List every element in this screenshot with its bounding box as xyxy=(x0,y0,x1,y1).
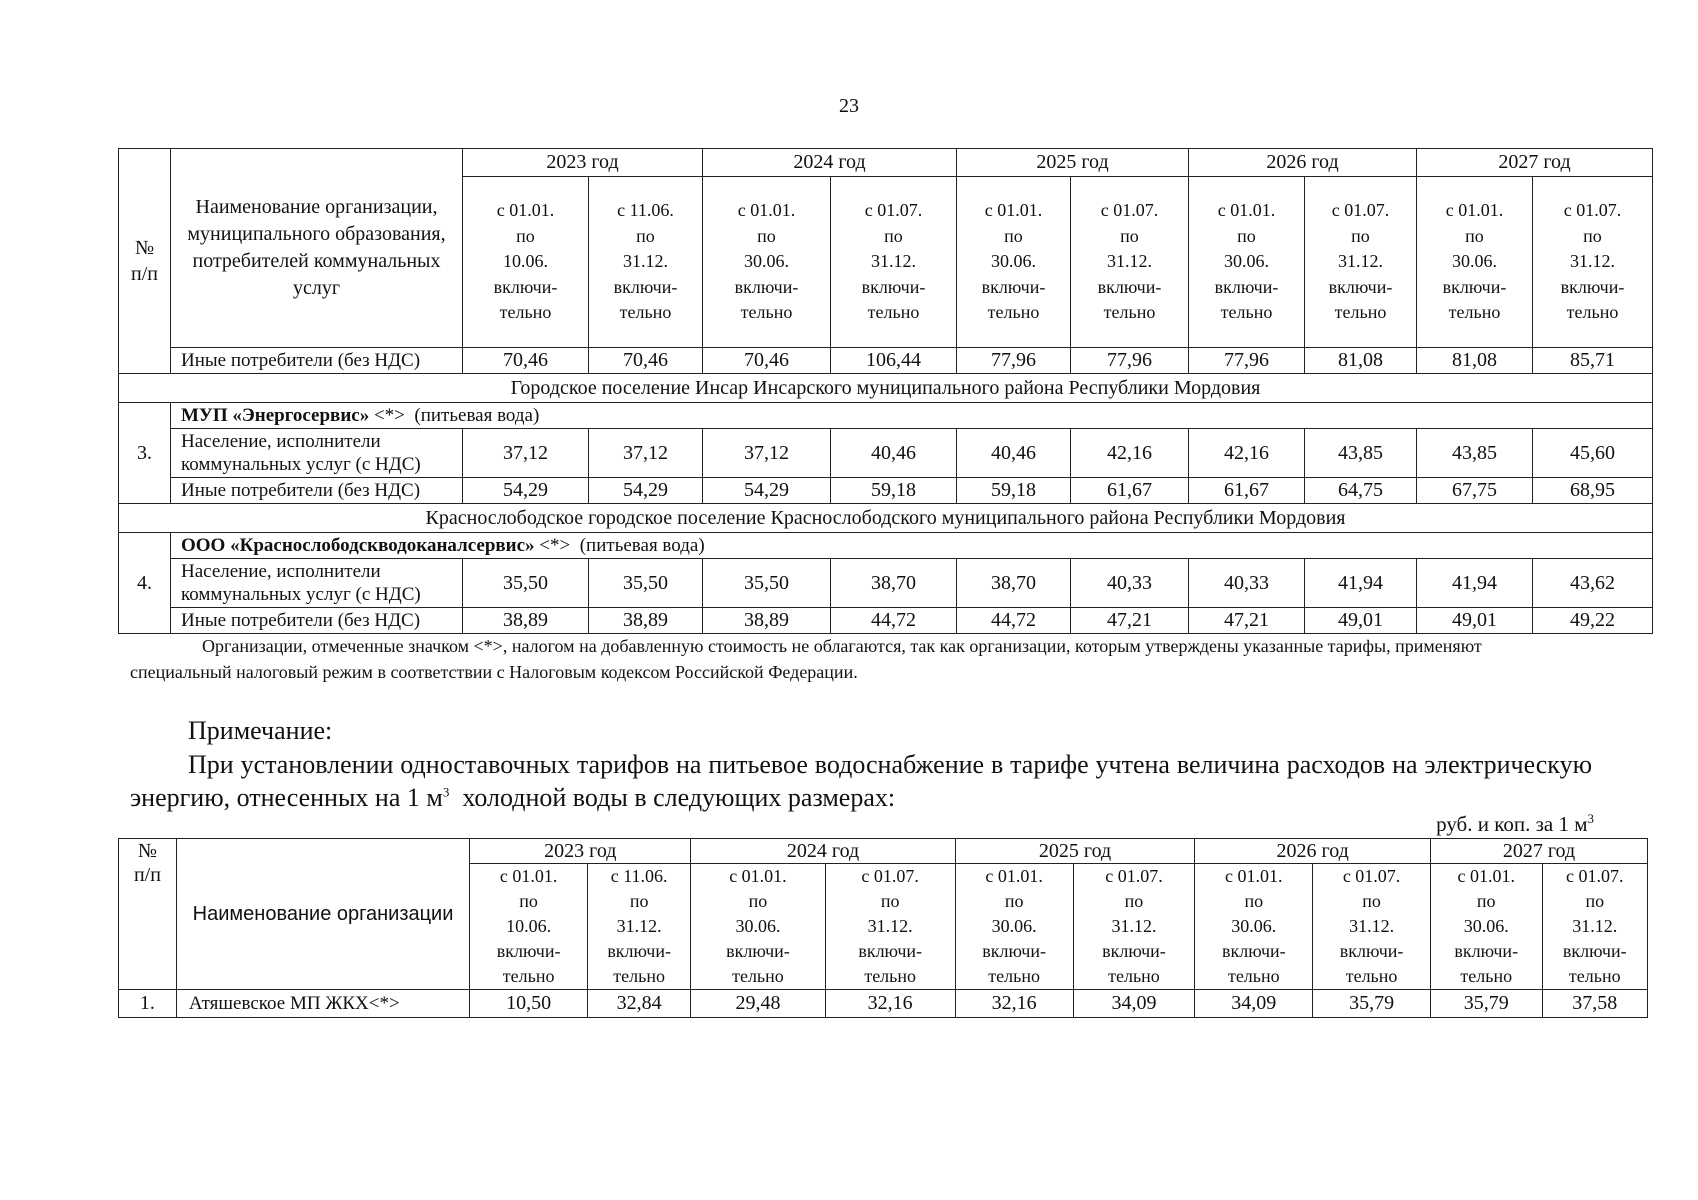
vat-footnote: Организации, отмеченные значком <*>, налогом на добавленную стоимость не облагаются, так как организации, которым утверждены указанные тарифы, применяют специальный налоговый режим в соответствии с Налоговым кодексом Российской Федерации. xyxy=(130,636,1482,682)
period-line: включи- xyxy=(613,276,678,297)
period-line: тельно xyxy=(864,966,917,986)
period-line: с 11.06. xyxy=(610,866,668,886)
tariff-value: 49,01 xyxy=(1417,608,1533,634)
period-header xyxy=(831,177,957,348)
row-number: 3. xyxy=(119,403,171,504)
period-line: 31.12. xyxy=(1111,916,1157,936)
period-line: тельно xyxy=(613,966,665,986)
page-number: 23 xyxy=(839,95,859,117)
tariff-value: 47,21 xyxy=(1189,608,1305,634)
tariff-value: 38,70 xyxy=(957,559,1071,608)
period-header xyxy=(1430,864,1542,990)
period-line: 30.06. xyxy=(1224,251,1269,272)
period-line: тельно xyxy=(1220,302,1273,323)
period-line: с 01.01. xyxy=(1225,866,1283,886)
period-line: тельно xyxy=(502,966,555,986)
period-line: с 01.07. xyxy=(1331,200,1390,221)
period-line: тельно xyxy=(987,302,1040,323)
period-line: по xyxy=(519,891,538,911)
period-line: по xyxy=(1583,225,1602,246)
period-line: по xyxy=(1351,225,1370,246)
tariff-value: 61,67 xyxy=(1189,478,1305,504)
name-header: Наименование организации xyxy=(176,839,469,990)
period-line: 31.12. xyxy=(1349,916,1395,936)
tariff-value: 81,08 xyxy=(1417,348,1533,374)
period-line: с 01.01. xyxy=(496,200,555,221)
period-line: 31.12. xyxy=(1338,251,1383,272)
tariff-value: 41,94 xyxy=(1305,559,1417,608)
electricity-cost-table xyxy=(118,838,1648,1018)
tariff-value: 38,70 xyxy=(831,559,957,608)
period-line: с 01.01. xyxy=(729,866,787,886)
tariff-value: 44,72 xyxy=(957,608,1071,634)
tariff-value: 43,85 xyxy=(1305,429,1417,478)
period-line: с 01.01. xyxy=(737,200,796,221)
tariff-value: 49,22 xyxy=(1533,608,1653,634)
organization-name xyxy=(171,403,1653,429)
year-header: 2025 год xyxy=(957,149,1189,177)
period-line: по xyxy=(1120,225,1139,246)
period-line: 30.06. xyxy=(735,916,781,936)
period-line: с 01.01. xyxy=(984,200,1043,221)
num-header: № п/п xyxy=(119,839,177,990)
period-line: по xyxy=(880,891,900,911)
tariff-value: 70,46 xyxy=(463,348,589,374)
period-header xyxy=(1071,177,1189,348)
period-line: с 01.07. xyxy=(1566,866,1624,886)
period-line: включи- xyxy=(1560,276,1625,297)
period-line: 31.12. xyxy=(867,916,913,936)
tariff-value: 35,50 xyxy=(703,559,831,608)
row-number: 4. xyxy=(119,533,171,634)
note-body: При установлении одноставочных тарифов на питьевое водоснабжение в тарифе учтена величина расходов на электрическую энергию, отнесенных на 1 $м^3$ холодной воды в следующих размерах: xyxy=(130,750,1592,812)
tariff-value: 45,60 xyxy=(1533,429,1653,478)
period-line: с 01.07. xyxy=(1563,200,1622,221)
organization-name-bold: ООО «Краснослободскводоканалсервис» xyxy=(181,534,535,556)
period-line: тельно xyxy=(499,302,552,323)
tariff-value: 40,46 xyxy=(831,429,957,478)
period-line: 31.12. xyxy=(871,251,916,272)
tariff-value: 70,46 xyxy=(703,348,831,374)
cost-value: 29,48 xyxy=(691,990,825,1018)
period-line: по xyxy=(1465,225,1484,246)
tariff-value: 40,33 xyxy=(1189,559,1305,608)
period-line: с 01.07. xyxy=(1100,200,1159,221)
period-line: по xyxy=(1476,891,1496,911)
row-label: Иные потребители (без НДС) xyxy=(171,348,463,374)
period-header xyxy=(1195,864,1313,990)
period-header xyxy=(1417,177,1533,348)
row-label: Население, исполнители коммунальных услуг (с НДС) xyxy=(171,429,463,478)
tariff-value: 106,44 xyxy=(831,348,957,374)
period-line: с 01.07. xyxy=(864,200,923,221)
period-line: по xyxy=(629,891,649,911)
period-line: с 01.07. xyxy=(1342,866,1401,886)
tariff-value: 54,29 xyxy=(463,478,589,504)
period-line: по xyxy=(884,225,903,246)
period-line: включи- xyxy=(1221,941,1286,961)
period-line: по xyxy=(757,225,776,246)
period-line: включи- xyxy=(496,941,561,961)
period-line: включи- xyxy=(982,941,1046,961)
period-line: тельно xyxy=(1227,966,1280,986)
year-header: 2027 год xyxy=(1430,839,1647,864)
tariff-value: 42,16 xyxy=(1071,429,1189,478)
tariff-value: 37,12 xyxy=(589,429,703,478)
year-header: 2027 год xyxy=(1417,149,1653,177)
period-line: 30.06. xyxy=(991,916,1037,936)
section-title: Городское поселение Инсар Инсарского муниципального района Республики Мордовия xyxy=(119,374,1653,403)
period-line: тельно xyxy=(1108,966,1160,986)
period-header xyxy=(955,864,1073,990)
cost-value: 35,79 xyxy=(1313,990,1431,1018)
tariff-value: 38,89 xyxy=(589,608,703,634)
period-line: 31.12. xyxy=(1570,251,1615,272)
section-title: Краснослободское городское поселение Краснослободского муниципального района Республики Мордовия xyxy=(119,504,1653,533)
cost-value: 10,50 xyxy=(470,990,588,1018)
tariff-value: 61,67 xyxy=(1071,478,1189,504)
tariff-value: 67,75 xyxy=(1417,478,1533,504)
period-line: тельно xyxy=(1568,966,1621,986)
tariff-value: 35,50 xyxy=(589,559,703,608)
tariff-value: 70,46 xyxy=(589,348,703,374)
period-header xyxy=(589,177,703,348)
period-line: по xyxy=(1362,891,1381,911)
year-header: 2024 год xyxy=(691,839,955,864)
period-line: 30.06. xyxy=(1463,916,1509,936)
row-number: 1. xyxy=(119,990,177,1018)
year-header: 2023 год xyxy=(463,149,703,177)
cost-value: 37,58 xyxy=(1542,990,1647,1018)
period-header xyxy=(1189,177,1305,348)
tariff-value: 40,33 xyxy=(1071,559,1189,608)
period-line: 31.12. xyxy=(1572,916,1618,936)
organization-name xyxy=(171,533,1653,559)
period-line: включи- xyxy=(1562,941,1627,961)
tariff-value: 40,46 xyxy=(957,429,1071,478)
note-title: Примечание: xyxy=(188,716,333,745)
period-line: тельно xyxy=(988,966,1040,986)
organization-name-bold: МУП «Энергосервис» xyxy=(181,404,370,426)
period-line: тельно xyxy=(619,302,672,323)
tariff-value: 68,95 xyxy=(1533,478,1653,504)
period-line: включи- xyxy=(1102,941,1166,961)
period-header xyxy=(1073,864,1195,990)
period-line: 31.12. xyxy=(616,916,662,936)
period-line: с 01.01. xyxy=(499,866,558,886)
tariff-value: 37,12 xyxy=(703,429,831,478)
period-line: 31.12. xyxy=(1107,251,1152,272)
num-header: № п/п xyxy=(119,149,171,374)
period-line: включи- xyxy=(607,941,671,961)
period-line: 31.12. xyxy=(623,251,668,272)
period-header xyxy=(463,177,589,348)
period-line: включи- xyxy=(734,276,799,297)
period-line: тельно xyxy=(1566,302,1619,323)
row-label: Иные потребители (без НДС) xyxy=(171,608,463,634)
tariff-value: 35,50 xyxy=(463,559,589,608)
tariff-value: 77,96 xyxy=(1071,348,1189,374)
tariff-value: 38,89 xyxy=(463,608,589,634)
tariff-value: 41,94 xyxy=(1417,559,1533,608)
name-header: Наименование организации, муниципального образования, потребителей коммунальных услуг xyxy=(171,149,463,348)
period-header xyxy=(1533,177,1653,348)
tariff-value: 49,01 xyxy=(1305,608,1417,634)
tariff-value: 47,21 xyxy=(1071,608,1189,634)
tariff-value: 64,75 xyxy=(1305,478,1417,504)
period-line: тельно xyxy=(1103,302,1156,323)
year-header: 2026 год xyxy=(1195,839,1431,864)
tariff-value: 81,08 xyxy=(1305,348,1417,374)
cost-value: 32,16 xyxy=(955,990,1073,1018)
period-header xyxy=(1305,177,1417,348)
period-line: с 01.01. xyxy=(1445,200,1504,221)
period-line: включи- xyxy=(1442,276,1507,297)
period-line: 10.06. xyxy=(506,916,552,936)
period-line: включи- xyxy=(1097,276,1162,297)
period-line: включи- xyxy=(1214,276,1279,297)
period-line: по xyxy=(1237,225,1256,246)
period-line: по xyxy=(516,225,535,246)
period-line: включи- xyxy=(861,276,926,297)
period-header xyxy=(703,177,831,348)
cost-value: 32,16 xyxy=(825,990,955,1018)
period-line: по xyxy=(1124,891,1144,911)
period-header xyxy=(588,864,691,990)
tariff-value: 43,62 xyxy=(1533,559,1653,608)
period-line: включи- xyxy=(726,941,790,961)
period-line: по xyxy=(748,891,768,911)
period-header xyxy=(470,864,588,990)
year-header: 2024 год xyxy=(703,149,957,177)
period-line: включи- xyxy=(493,276,558,297)
row-label: Население, исполнители коммунальных услуг (с НДС) xyxy=(171,559,463,608)
period-line: 30.06. xyxy=(744,251,789,272)
period-line: тельно xyxy=(1460,966,1513,986)
period-line: с 01.01. xyxy=(985,866,1043,886)
period-line: с 01.01. xyxy=(1457,866,1515,886)
tariff-value: 38,89 xyxy=(703,608,831,634)
tariff-value: 54,29 xyxy=(589,478,703,504)
tariff-value: 54,29 xyxy=(703,478,831,504)
tariff-value: 77,96 xyxy=(957,348,1071,374)
tariff-value: 37,12 xyxy=(463,429,589,478)
year-header: 2023 год xyxy=(470,839,691,864)
tariff-value: 59,18 xyxy=(957,478,1071,504)
period-line: по xyxy=(1004,225,1023,246)
period-line: 10.06. xyxy=(503,251,548,272)
period-line: с 01.07. xyxy=(861,866,919,886)
period-line: по xyxy=(1244,891,1264,911)
period-header xyxy=(957,177,1071,348)
period-line: с 01.01. xyxy=(1217,200,1276,221)
period-line: тельно xyxy=(740,302,793,323)
period-line: с 01.07. xyxy=(1105,866,1163,886)
tariff-value: 43,85 xyxy=(1417,429,1533,478)
organization-note: <*> (питьевая вода) xyxy=(369,404,540,426)
period-line: с 11.06. xyxy=(617,200,674,221)
year-header: 2026 год xyxy=(1189,149,1417,177)
period-line: тельно xyxy=(1334,302,1387,323)
organization-note: <*> (питьевая вода) xyxy=(534,534,705,556)
period-line: включи- xyxy=(1339,941,1404,961)
cost-value: 32,84 xyxy=(588,990,691,1018)
tariff-value: 44,72 xyxy=(831,608,957,634)
period-header xyxy=(1542,864,1647,990)
organization-name: Атяшевское МП ЖКХ<*> xyxy=(176,990,469,1018)
tariff-table xyxy=(118,148,1653,634)
period-header xyxy=(691,864,825,990)
period-line: тельно xyxy=(1345,966,1398,986)
period-line: тельно xyxy=(1448,302,1501,323)
period-header xyxy=(825,864,955,990)
row-label: Иные потребители (без НДС) xyxy=(171,478,463,504)
period-line: тельно xyxy=(867,302,920,323)
cost-value: 34,09 xyxy=(1073,990,1195,1018)
period-line: включи- xyxy=(1454,941,1519,961)
cost-value: 34,09 xyxy=(1195,990,1313,1018)
period-line: включи- xyxy=(858,941,922,961)
tariff-value: 85,71 xyxy=(1533,348,1653,374)
period-line: включи- xyxy=(1328,276,1393,297)
period-line: 30.06. xyxy=(991,251,1036,272)
tariff-value: 77,96 xyxy=(1189,348,1305,374)
cost-value: 35,79 xyxy=(1430,990,1542,1018)
tariff-value: 42,16 xyxy=(1189,429,1305,478)
period-line: тельно xyxy=(732,966,784,986)
year-header: 2025 год xyxy=(955,839,1195,864)
period-line: по xyxy=(1585,891,1605,911)
period-line: по xyxy=(1004,891,1024,911)
period-line: по xyxy=(636,225,655,246)
tariff-value: 59,18 xyxy=(831,478,957,504)
period-line: включи- xyxy=(981,276,1046,297)
period-line: 30.06. xyxy=(1452,251,1497,272)
unit-label: руб. и коп. за 1 $м^3$ xyxy=(1436,811,1594,836)
period-line: 30.06. xyxy=(1231,916,1277,936)
period-header xyxy=(1313,864,1431,990)
